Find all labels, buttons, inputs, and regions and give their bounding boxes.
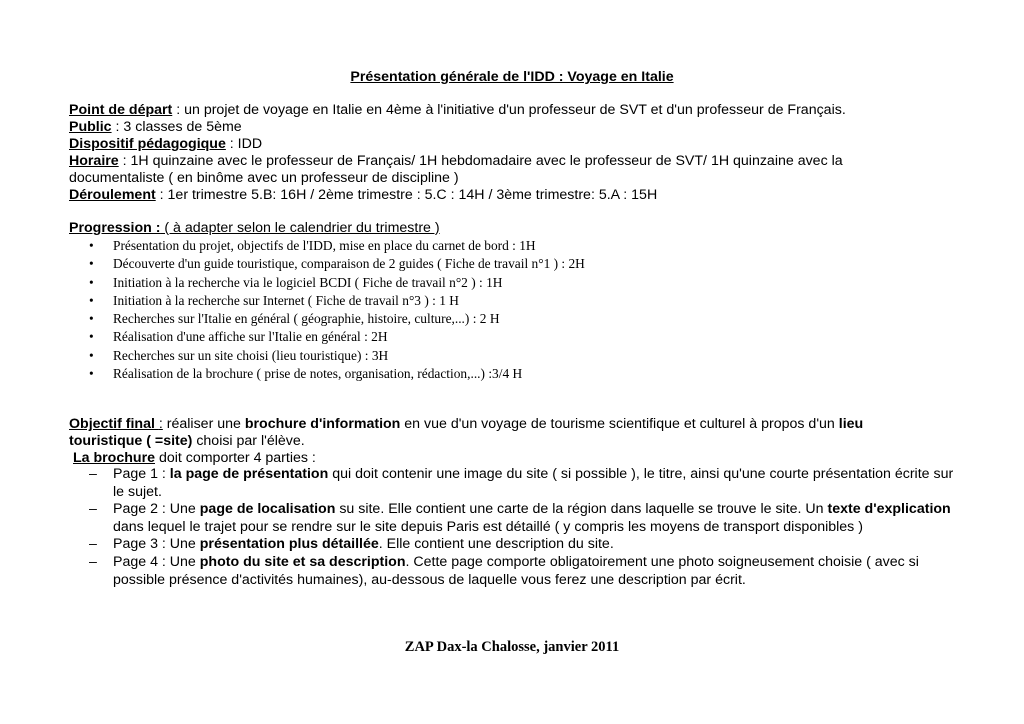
page-text: Page 2 : Une bbox=[113, 501, 200, 518]
objectif-line-2 bbox=[69, 433, 969, 450]
horaire-text-2: documentaliste ( en binôme avec un professeur de discipline ) bbox=[69, 170, 459, 186]
info-section bbox=[69, 102, 969, 204]
deroulement-text: : 1er trimestre 5.B: 16H / 2ème trimestre : 5.C : 14H / 3ème trimestre: 5.A : 15H bbox=[155, 187, 658, 203]
list-item: • Recherches sur un site choisi (lieu touristique) : 3H bbox=[69, 347, 969, 365]
page-bold: photo du site et sa description bbox=[199, 553, 406, 570]
public-label: Public bbox=[69, 119, 112, 135]
dash-icon: – bbox=[89, 553, 97, 570]
horaire-text-1: : 1H quinzaine avec le professeur de Français/ 1H hebdomadaire avec le professeur de SVT/ 1H quinzaine avec la bbox=[118, 153, 843, 169]
bullet-icon: • bbox=[89, 256, 94, 272]
list-item: • Initiation à la recherche via le logiciel BCDI ( Fiche de travail n°2 ) : 1H bbox=[69, 274, 969, 292]
page-bold: présentation plus détaillée bbox=[199, 536, 379, 553]
list-item: • Recherches sur l'Italie en général ( géographie, histoire, culture,...) : 2 H bbox=[69, 310, 969, 328]
list-item bbox=[69, 536, 959, 554]
footer-signature: ZAP Dax-la Chalosse, janvier 2011 bbox=[404, 639, 620, 655]
progression-label: Progression : bbox=[69, 220, 161, 236]
page-text: Page 1 : bbox=[113, 466, 170, 482]
progression-note: ( à adapter selon le calendrier du trimestre ) bbox=[160, 220, 440, 236]
objectif-text-1: réaliser une bbox=[162, 416, 245, 432]
dash-icon: – bbox=[89, 536, 97, 553]
deroulement-label: Déroulement bbox=[69, 187, 156, 203]
dispositif-label: Dispositif pédagogique bbox=[69, 136, 226, 152]
objectif-label: Objectif final bbox=[69, 416, 159, 432]
progression-list bbox=[69, 237, 969, 383]
brochure-line bbox=[69, 450, 969, 467]
horaire-label: Horaire bbox=[69, 153, 119, 169]
objectif-text-3: choisi par l'élève. bbox=[192, 433, 305, 449]
dispositif-line bbox=[69, 136, 969, 153]
depart-text: : un projet de voyage en Italie en 4ème à l'initiative d'un professeur de SVT et d'un professeur de Français. bbox=[172, 102, 846, 118]
bullet-icon: • bbox=[89, 347, 94, 363]
progression-heading bbox=[69, 220, 969, 237]
page-text: . Elle contient une description du site. bbox=[378, 536, 614, 553]
bullet-icon: • bbox=[89, 329, 94, 345]
bullet-icon: • bbox=[89, 311, 94, 327]
page-bold: texte d'explication bbox=[827, 501, 951, 518]
objectif-bold-3: touristique ( =site) bbox=[69, 433, 193, 449]
objectif-bold-2: lieu bbox=[838, 416, 864, 432]
objectif-section bbox=[69, 416, 969, 467]
list-item bbox=[69, 501, 959, 536]
page-text: qui doit contenir une image du site ( si possible ), le titre, ainsi qu'une courte présentation écrite sur le sujet. bbox=[113, 466, 954, 500]
page-text: . Cette page comporte obligatoirement une photo soigneusement choisie ( avec si possible présence d'activités humaines), au-dessous de laquelle vous ferez une description par écrit. bbox=[113, 553, 919, 588]
page-text: su site. Elle contient une carte de la région dans laquelle se trouve le site. Un bbox=[335, 501, 828, 518]
list-item bbox=[69, 466, 959, 501]
list-item: • Initiation à la recherche sur Internet ( Fiche de travail n°3 ) : 1 H bbox=[69, 292, 969, 310]
bullet-icon: • bbox=[89, 238, 94, 253]
document-title: Présentation générale de l'IDD : Voyage en Italie bbox=[350, 69, 674, 85]
list-item bbox=[69, 554, 959, 589]
pages-list bbox=[69, 466, 969, 589]
objectif-bold-1: brochure d'information bbox=[244, 416, 401, 432]
brochure-text: doit comporter 4 parties : bbox=[155, 450, 316, 466]
page-text: Page 4 : Une bbox=[113, 553, 200, 570]
public-line bbox=[69, 119, 969, 136]
depart-line bbox=[69, 102, 969, 119]
bullet-icon: • bbox=[89, 366, 94, 382]
depart-label: Point de départ bbox=[69, 102, 173, 118]
page-text: Page 3 : Une bbox=[113, 536, 200, 553]
objectif-text-2: en vue d'un voyage de tourisme scientifique et culturel à propos d'un bbox=[400, 416, 839, 432]
horaire-line-2 bbox=[69, 170, 969, 187]
objectif-line bbox=[69, 416, 969, 433]
deroulement-line bbox=[69, 187, 969, 204]
list-item: • Découverte d'un guide touristique, comparaison de 2 guides ( Fiche de travail n°1 ) : 2H bbox=[69, 255, 969, 273]
page-text: dans lequel le trajet pour se rendre sur le site depuis Paris est détaillé ( y compris les moyens de transport disponibles ) bbox=[113, 518, 863, 535]
list-item: • Réalisation de la brochure ( prise de notes, organisation, rédaction,...) :3/4 H bbox=[69, 365, 969, 383]
brochure-label: La brochure bbox=[73, 450, 155, 466]
dispositif-text: : IDD bbox=[225, 136, 263, 152]
public-text: : 3 classes de 5ème bbox=[111, 119, 242, 135]
dash-icon: – bbox=[89, 501, 97, 518]
page-bold: page de localisation bbox=[199, 501, 336, 518]
objectif-colon: : bbox=[158, 416, 163, 432]
bullet-icon: • bbox=[89, 292, 94, 308]
bullet-icon: • bbox=[89, 274, 94, 290]
dash-icon: – bbox=[89, 466, 97, 482]
horaire-line bbox=[69, 153, 969, 170]
list-item: • Présentation du projet, objectifs de l'IDD, mise en place du carnet de bord : 1H bbox=[69, 237, 969, 255]
list-item: • Réalisation d'une affiche sur l'Italie en général : 2H bbox=[69, 328, 969, 346]
page-bold: la page de présentation bbox=[169, 466, 329, 482]
